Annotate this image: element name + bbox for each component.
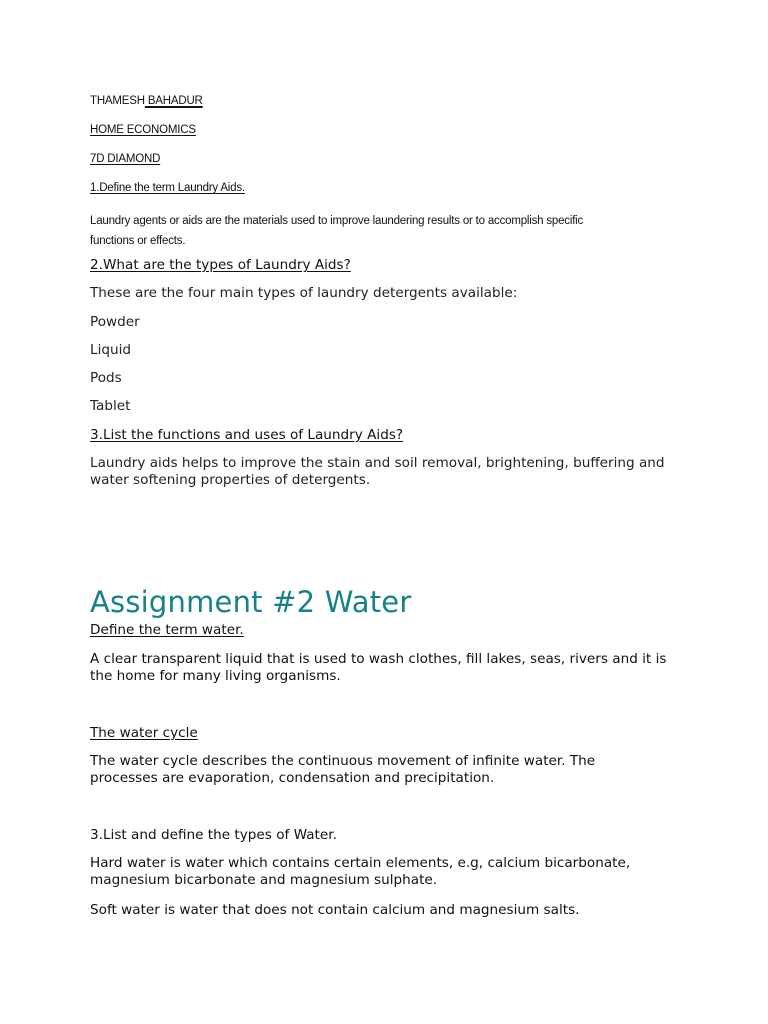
water-answer-1-line1: A clear transparent liquid that is used to wash clothes, fill lakes, seas, rivers and it is [90, 651, 667, 667]
water-answer-1-line2: the home for many living organisms. [90, 668, 341, 684]
hard-water-line1: Hard water is water which contains certain elements, e.g, calcium bicarbonate, [90, 855, 631, 871]
hard-water-line2: magnesium bicarbonate and magnesium sulphate. [90, 872, 438, 888]
water-cycle-heading: The water cycle [90, 725, 198, 741]
laundry-type-item: Tablet [90, 398, 131, 414]
laundry-type-item: Pods [90, 370, 122, 386]
class-label: 7D DIAMOND [90, 153, 161, 165]
assignment-title: Assignment #2 Water [90, 585, 412, 619]
soft-water-definition: Soft water is water that does not contain calcium and magnesium salts. [90, 902, 580, 918]
water-cycle-line2: processes are evaporation, condensation and precipitation. [90, 770, 495, 786]
student-first-name: THAMESH [90, 95, 145, 107]
water-answer-1 [90, 651, 690, 685]
laundry-answer-1 [90, 211, 690, 251]
laundry-type-item: Powder [90, 314, 140, 330]
hard-water-definition [90, 855, 690, 889]
laundry-answer-3 [90, 455, 690, 489]
water-question-3: 3.List and define the types of Water. [90, 827, 337, 843]
laundry-answer-3-line1: Laundry aids helps to improve the stain and soil removal, brightening, buffering and [90, 455, 665, 471]
laundry-answer-1-line1: Laundry agents or aids are the materials used to improve laundering results or to accomplish specific [90, 215, 584, 227]
laundry-question-1: 1.Define the term Laundry Aids. [90, 182, 245, 194]
water-cycle-text [90, 753, 690, 787]
laundry-question-2: 2.What are the types of Laundry Aids? [90, 257, 351, 273]
laundry-type-item: Liquid [90, 342, 132, 358]
student-name [90, 95, 690, 107]
laundry-answer-2-intro: These are the four main types of laundry detergents available: [90, 285, 518, 301]
laundry-answer-3-line2: water softening properties of detergents. [90, 472, 371, 488]
laundry-answer-1-line2: functions or effects. [90, 235, 186, 247]
subject-label: HOME ECONOMICS [90, 124, 196, 136]
water-question-1: Define the term water. [90, 622, 244, 638]
student-surname: BAHADUR [144, 95, 203, 107]
water-cycle-line1: The water cycle describes the continuous movement of infinite water. The [90, 753, 596, 769]
laundry-question-3: 3.List the functions and uses of Laundry Aids? [90, 427, 404, 443]
